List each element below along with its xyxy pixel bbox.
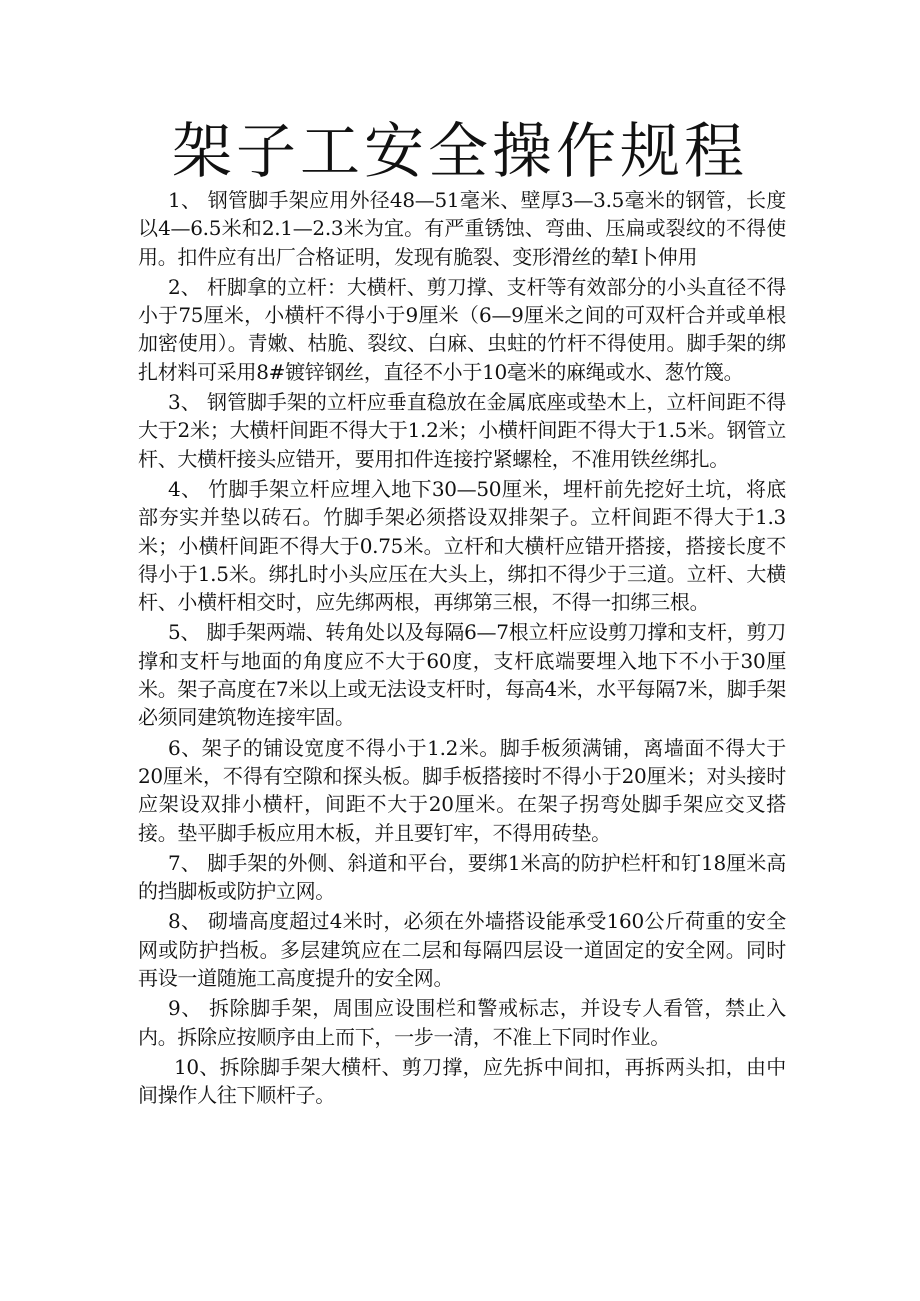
paragraph-6: 6、架子的铺设宽度不得小于1.2米。脚手板须满铺，离墙面不得大于20厘米，不得有空隙和探头板。脚手板搭接时不得小于20厘米；对头接时应架设双排小横杆，间距不大于20厘米。在架子拐弯处脚手架应交叉搭接。垫平脚手板应用木板，并且要钉牢，不得用砖垫。 [138, 735, 786, 845]
paragraph-4: 4、 竹脚手架立杆应埋入地下30—50厘米，埋杆前先挖好土坑，将底部夯实并垫以砖石。竹脚手架必须搭设双排架子。立杆间距不得大于1.3米；小横杆间距不得大于0.75米。立杆和大横杆应错开搭接，搭接长度不得小于1.5米。绑扎时小头应压在大头上，绑扣不得少于三道。立杆、大横杆、小横杆相交时，应先绑两根，再绑第三根，不得一扣绑三根。 [138, 476, 786, 615]
paragraph-10: 10、拆除脚手架大横杆、剪刀撑，应先拆中间扣，再拆两头扣，由中间操作人往下顺杆子。 [138, 1054, 786, 1108]
paragraph-8: 8、 砌墙高度超过4米时，必须在外墙搭设能承受160公斤荷重的安全网或防护挡板。多层建筑应在二层和每隔四层设一道固定的安全网。同时再设一道随施工高度提升的安全网。 [138, 909, 786, 991]
paragraph-9: 9、 拆除脚手架，周围应设围栏和警戒标志，并设专人看管，禁止入内。拆除应按顺序由上而下，一步一清，不准上下同时作业。 [138, 996, 786, 1049]
paragraph-3: 3、 钢管脚手架的立杆应垂直稳放在金属底座或垫木上，立杆间距不得大于2米；大横杆间距不得大于1.2米；小横杆间距不得大于1.5米。钢管立杆、大横杆接头应错开，要用扣件连接拧紧螺栓，不准用铁丝绑扎。 [138, 390, 786, 471]
document-title: 架子工安全操作规程 [172, 117, 748, 187]
paragraph-5: 5、 脚手架两端、转角处以及每隔6—7根立杆应设剪刀撑和支杆，剪刀撑和支杆与地面的角度应不大于60度，支杆底端要埋入地下不小于30厘米。架子高度在7米以上或无法设支杆时，每高4米，水平每隔7米，脚手架必须同建筑物连接牢固。 [138, 620, 786, 730]
document-body [138, 186, 786, 1112]
paragraph-2: 2、 杆脚拿的立杆：大横杆、剪刀撑、支杆等有效部分的小头直径不得小于75厘米，小横杆不得小于9厘米（6—9厘米之间的可双杆合并或单根加密使用）。青嫩、枯脆、裂纹、白麻、虫蛀的竹杆不得使用。脚手架的绑扎材料可采用8#镀锌钢丝，直径不小于10毫米的麻绳或水、葱竹篾。 [138, 274, 786, 384]
paragraph-7: 7、 脚手架的外侧、斜道和平台，要绑1米高的防护栏杆和钉18厘米高的挡脚板或防护立网。 [138, 850, 786, 904]
paragraph-1: 1、 钢管脚手架应用外径48—51毫米、壁厚3—3.5毫米的钢管，长度以4—6.5米和2.1—2.3米为宜。有严重锈蚀、弯曲、压扁或裂纹的不得使用。扣件应有出厂合格证明，发现有脆裂、变形滑丝的辇I卜伸用 [138, 188, 786, 269]
